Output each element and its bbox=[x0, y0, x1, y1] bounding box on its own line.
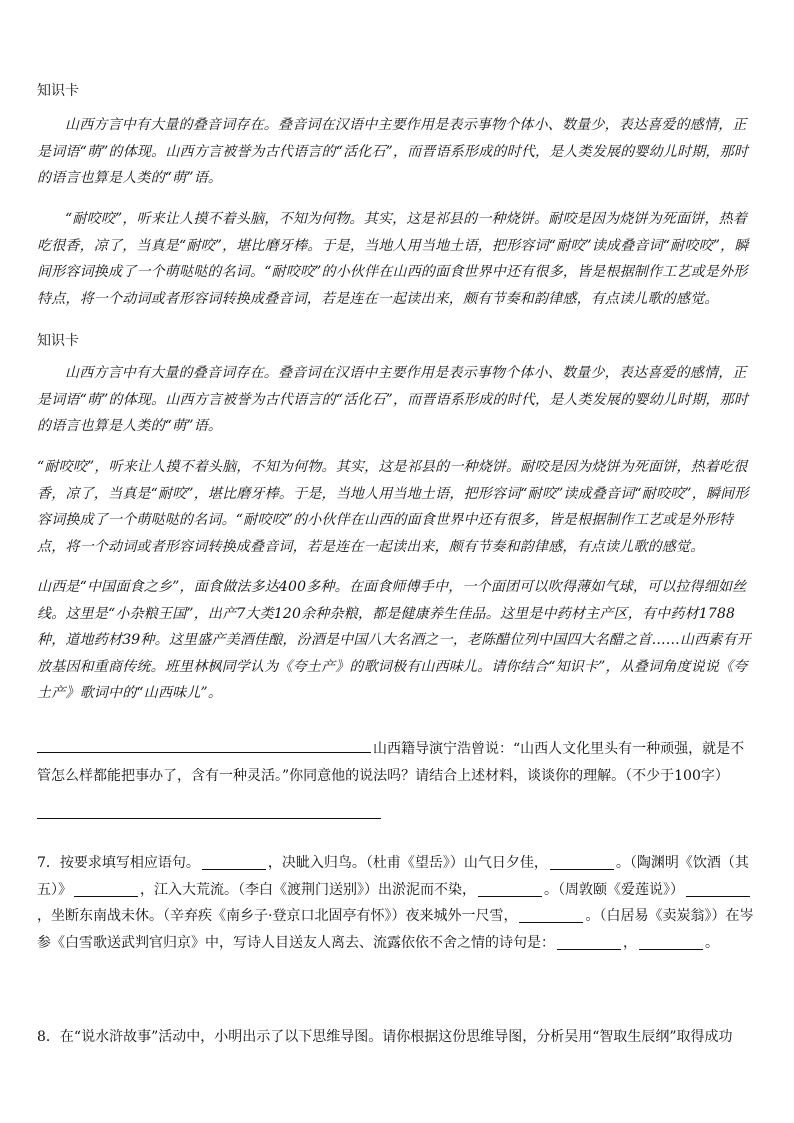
knowledge-card-paragraph: 山西是“中国面食之乡”，面食做法多达400多种。在面食师傅手中，一个面团可以吹得薄如气球，可以拉得细如丝线。这里是“小杂粮王国”，出产7大类120余种杂粮，都是健康养生佳品。这里是中药材主产区，有中药材1788种，道地药材39种。这里盛产美酒佳酿，汾酒是中国八大名酒之一，老陈醋位列中国四大名醋之首……山西素有开放基因和重商传统。班里林枫同学认为《夸土产》的歌词极有山西味儿。请你结合“知识卡”，从叠词角度说说《夸土产》歌词中的“山西味儿”。 bbox=[37, 579, 752, 701]
question-7-text: ，坐断东南战未休。（辛弃疾《南乡子·登京口北固亭有怀》）夜来城外一尺雪， bbox=[37, 908, 518, 924]
question-7-text: ， bbox=[623, 934, 637, 951]
question-7-text: ，江入大荒流。（李白《渡荆门送别》）出淤泥而不染， bbox=[140, 881, 476, 898]
knowledge-card-paragraph: “耐咬咬”，听来让人摸不着头脑，不知为何物。其实，这是祁县的一种烧饼。耐咬是因为烧饼为死面饼，热着吃很香，凉了，当真是“耐咬”，堪比磨牙棒。于是，当地人用当地土语，把形容词“耐咬”读成叠音词“耐咬咬”，瞬间形容词换成了一个萌哒哒的名词。“耐咬咬”的小伙伴在山西的面食世界中还有很多，皆是根据制作工艺或是外形特点，将一个动词或者形容词转换成叠音词，若是连在一起读出来，颇有节奏和韵律感，有点读儿歌的感觉。 bbox=[37, 459, 749, 555]
fill-blank[interactable] bbox=[557, 933, 621, 949]
question-7-text: ，决眦入归鸟。（杜甫《望岳》）山气日夕佳， bbox=[267, 855, 548, 871]
fill-blank[interactable] bbox=[202, 854, 266, 870]
knowledge-card-paragraph: “耐咬咬”，听来让人摸不着头脑，不知为何物。其实，这是祁县的一种烧饼。耐咬是因为烧饼为死面饼，热着吃很香，凉了，当真是“耐咬”，堪比磨牙棒。于是，当地人用当地土语，把形容词“耐咬”读成叠音词“耐咬咬”，瞬间形容词换成了一个萌哒哒的名词。“耐咬咬”的小伙伴在山西的面食世界中还有很多，皆是根据制作工艺或是外形特点，将一个动词或者形容词转换成叠音词，若是连在一起读出来，颇有节奏和韵律感，有点读儿歌的感觉。 bbox=[37, 211, 749, 307]
question-7-text: 。（白居易《卖炭翁》）在岑参《白雪歌送武判官归京》中，写诗人目送友人离去、流露依依不舍之情的诗句是： bbox=[37, 908, 754, 951]
knowledge-card-paragraph: 山西方言中有大量的叠音词存在。叠音词在汉语中主要作用是表示事物个体小、数量少，表达喜爱的感情，正是词语“萌”的体现。山西方言被誉为古代语言的“活化石”，而晋语系形成的时代，是人类发展的婴幼儿时期，那时的语言也算是人类的“萌”语。 bbox=[37, 117, 749, 186]
fill-blank[interactable] bbox=[686, 880, 750, 896]
fill-blank[interactable] bbox=[550, 854, 614, 870]
question-7 bbox=[37, 850, 757, 956]
fill-blank[interactable] bbox=[478, 880, 542, 896]
question-7-text: 。 bbox=[705, 934, 719, 951]
fill-blank[interactable] bbox=[74, 880, 138, 896]
question-8: 8．在“说水浒故事”活动中，小明出示了以下思维导图。请你根据这份思维导图，分析吴用“智取生辰纲”取得成功 bbox=[37, 1029, 733, 1045]
fill-blank[interactable] bbox=[639, 933, 703, 949]
answer-blank-line[interactable] bbox=[37, 818, 381, 819]
question-prompt: 山西籍导演宁浩曾说：“山西人文化里头有一种顽强，就是不管怎么样都能把事办了，含有一种灵活。”你同意他的说法吗？请结合上述材料，谈谈你的理解。（不少于100字） bbox=[37, 741, 745, 784]
knowledge-card-label: 知识卡 bbox=[37, 333, 79, 349]
fill-blank[interactable] bbox=[519, 907, 583, 923]
knowledge-card-paragraph: 山西方言中有大量的叠音词存在。叠音词在汉语中主要作用是表示事物个体小、数量少，表达喜爱的感情，正是词语“萌”的体现。山西方言被誉为古代语言的“活化石”，而晋语系形成的时代，是人类发展的婴幼儿时期，那时的语言也算是人类的“萌”语。 bbox=[37, 365, 749, 434]
question-7-text: 。（周敦颐《爱莲说》） bbox=[544, 881, 684, 898]
question-7-text: 。（陶渊明《饮酒（其五）》 bbox=[37, 855, 749, 898]
question-7-number: 7．按要求填写相应语句。 bbox=[37, 855, 200, 871]
knowledge-card-label: 知识卡 bbox=[37, 83, 79, 99]
